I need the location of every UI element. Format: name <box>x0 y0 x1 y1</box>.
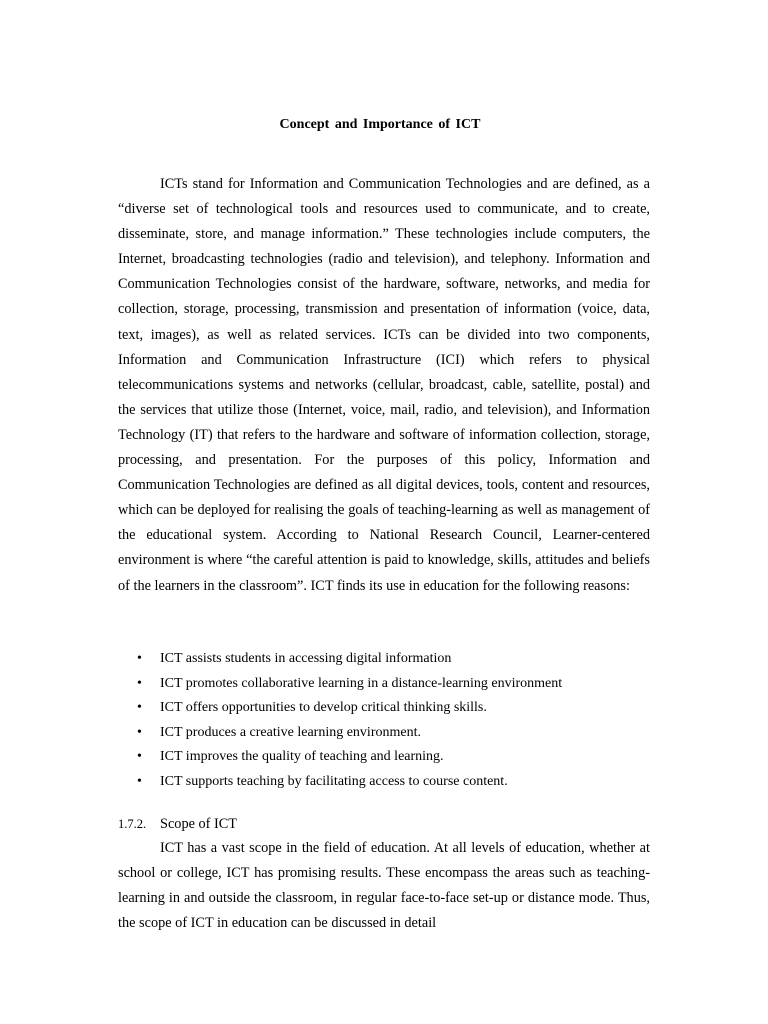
list-item-text: ICT produces a creative learning environment. <box>160 724 421 740</box>
bullet-icon: • <box>137 773 142 789</box>
list-item-text: ICT promotes collaborative learning in a distance-learning environment <box>160 675 563 691</box>
bullet-icon: • <box>137 749 142 764</box>
scope-paragraph: ICT has a vast scope in the field of education. At all levels of education, whether at school or college, ICT has promising results. These encompass the areas such as teaching- learning in and outside the classroom, in regular face-to-face set-up or distance mode. Thus, the scope of ICT in education can be discussed in detail <box>118 840 650 932</box>
list-item-text: ICT offers opportunities to develop critical thinking skills. <box>160 700 487 715</box>
list-item <box>118 721 650 746</box>
bullet-icon: • <box>137 675 142 691</box>
list-item <box>118 745 650 770</box>
list-item <box>118 647 650 672</box>
intro-paragraph: ICTs stand for Information and Communication Technologies and are defined, as a “diverse set of technological tools and resources used to communicate, and to create, disseminate, store, and manage information.” These technologies include computers, the Internet, broadcasting technologies (radio and television), and telephony. Information and Communication Technologies consist of the hardware, software, networks, and media for collection, storage, processing, transmission and presentation of information (voice, data, text, images), as well as related services. ICTs can be divided into two components, Information and Communication Infrastructure (ICI) which refers to physical telecommunications systems and networks (cellular, broadcast, cable, satellite, postal) and the services that utilize those (Internet, voice, mail, radio, and television), and Information Technology (IT) that refers to the hardware and software of information collection, storage, processing, and presentation. For the purposes of this policy, Information and Communication Technologies are defined as all digital devices, tools, content and resources, which can be deployed for realising the goals of teaching-learning as well as management of the educational system. According to National Research Council, Learner-centered environment is where “the careful attention is paid to knowledge, skills, attitudes and beliefs of the learners in the classroom”. ICT finds its use in education for the following reasons: <box>118 176 650 594</box>
list-item <box>118 696 650 721</box>
section-title: Scope of ICT <box>160 816 238 832</box>
list-item <box>118 770 650 795</box>
list-item <box>118 672 650 697</box>
list-item-text: ICT supports teaching by facilitating access to course content. <box>160 773 508 789</box>
bullet-icon: • <box>137 651 142 666</box>
bullet-icon: • <box>137 724 142 740</box>
list-item-text: ICT assists students in accessing digital information <box>160 651 452 666</box>
section-number: 1.7.2. <box>118 817 147 831</box>
bullet-icon: • <box>137 700 142 715</box>
list-item-text: ICT improves the quality of teaching and learning. <box>160 749 444 764</box>
section-heading <box>118 812 237 836</box>
page-title: Concept and Importance of ICT <box>279 117 481 132</box>
reasons-list <box>118 647 650 794</box>
